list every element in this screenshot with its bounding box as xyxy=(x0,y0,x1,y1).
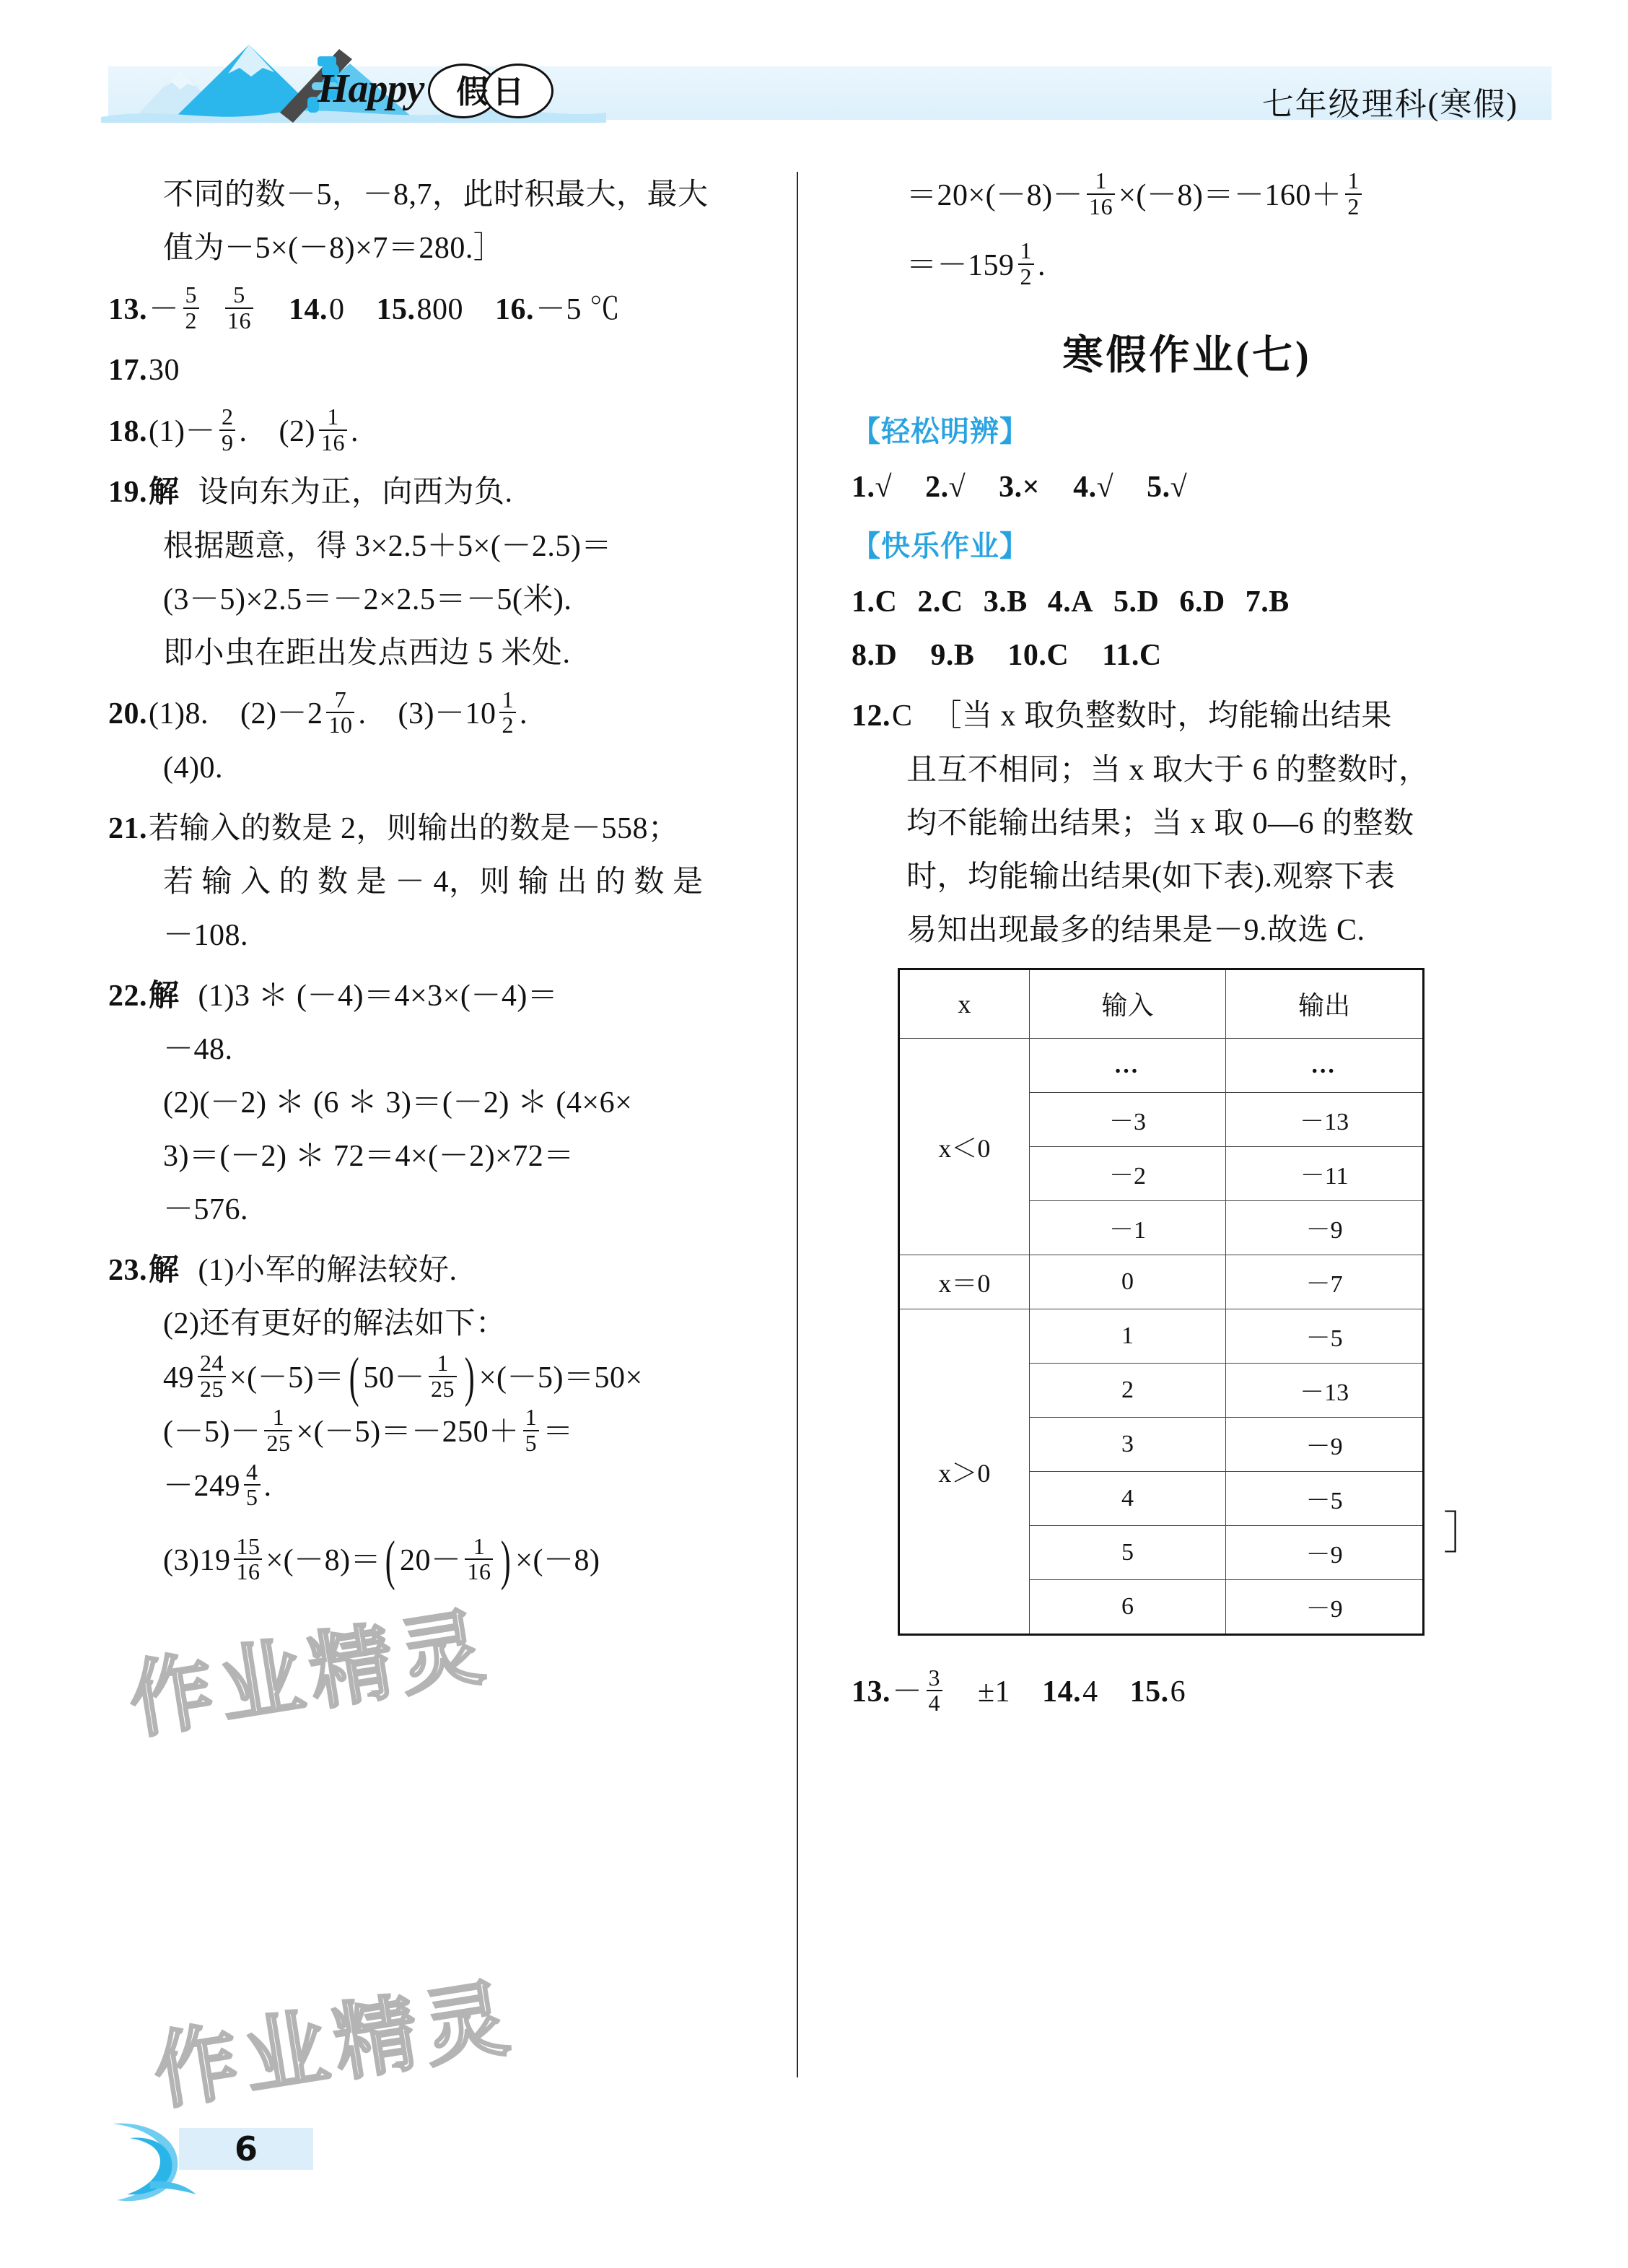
watermark-top: 作业精灵 xyxy=(123,1597,498,1751)
numerator: 1 xyxy=(1095,167,1107,193)
right-item-15-number: 15. xyxy=(1129,1675,1169,1709)
denominator: 25 xyxy=(264,1430,292,1456)
choice-answer-1: 1.C xyxy=(852,585,898,619)
tf-answer-5: 5.√ xyxy=(1147,471,1188,505)
item-22-line-2: －48. xyxy=(163,1032,233,1066)
item-22-line-3: (2)(－2) ＊ (6 ＊ 3)＝(－2) ＊ (4×6× xyxy=(163,1086,633,1120)
item-21-line-1: 若输入的数是 2，则输出的数是－558； xyxy=(149,811,679,845)
cell-input: 4 xyxy=(1029,1471,1226,1525)
brand-word: Happy xyxy=(318,66,424,111)
right-item-13-fraction xyxy=(927,1666,943,1716)
denominator: 5 xyxy=(523,1430,540,1456)
numerator: 15 xyxy=(236,1532,261,1559)
eq4-b: ×(－8)＝ xyxy=(266,1544,382,1578)
cell-input: 2 xyxy=(1029,1363,1226,1417)
tf-answer-4: 4.√ xyxy=(1073,471,1114,505)
eq2-fraction-2 xyxy=(523,1405,540,1455)
eq2-b: ×(－5)＝－250＋ xyxy=(296,1415,520,1449)
category-title-homework: 【快乐作业】 xyxy=(852,530,1029,563)
cont-eq2-b: . xyxy=(1038,248,1046,282)
item-18-part1-end: . xyxy=(239,414,248,448)
eq1-c: 50－ xyxy=(363,1361,425,1395)
item-19-line-2: 根据题意，得 3×2.5＋5×(－2.5)＝ xyxy=(163,529,612,563)
cont-eq1-b: ×(－8)＝－160＋ xyxy=(1119,178,1342,212)
cell-input: 5 xyxy=(1029,1525,1226,1579)
table-header-row xyxy=(899,969,1424,1038)
choice-answer-8: 8.D xyxy=(852,639,898,673)
cell-input: 0 xyxy=(1029,1255,1226,1309)
cell-input: 6 xyxy=(1029,1579,1226,1634)
item-17-number: 17. xyxy=(108,354,147,388)
table-row xyxy=(899,1038,1424,1092)
cell-output: －11 xyxy=(1226,1146,1424,1200)
page-number-box xyxy=(179,2128,313,2170)
item-18-number: 18. xyxy=(108,414,147,448)
cell-output: －9 xyxy=(1226,1417,1424,1471)
item-23-solution-label: 解 xyxy=(149,1254,180,1288)
eq1-fraction-2 xyxy=(429,1351,457,1401)
denominator: 2 xyxy=(1345,193,1362,219)
item-12-line-5: 易知出现最多的结果是－9.故选 C. xyxy=(906,913,1365,947)
eq2-a: (－5)－ xyxy=(163,1415,261,1449)
item-20-part2-end: . xyxy=(358,697,367,731)
eq1-a: 49 xyxy=(163,1361,194,1395)
numerator: 4 xyxy=(246,1458,258,1485)
denominator: 25 xyxy=(429,1376,457,1402)
cont-eq1-a: ＝20×(－8)－ xyxy=(906,178,1084,212)
item-22-line-1: (1)3 ＊ (－4)＝4×3×(－4)＝ xyxy=(198,979,559,1013)
item-12-head xyxy=(852,692,1523,741)
table-row xyxy=(899,1255,1424,1309)
item-14-number: 14. xyxy=(289,292,328,326)
item-18-part1: (1)－ xyxy=(149,414,216,448)
group-label-zero: x＝0 xyxy=(899,1255,1030,1309)
denominator: 2 xyxy=(183,308,200,333)
right-column xyxy=(852,167,1523,1722)
answer-21-head xyxy=(108,804,779,853)
eq1-b: ×(－5)＝ xyxy=(229,1361,345,1395)
item-19-number: 19. xyxy=(108,476,147,510)
cell-output: －13 xyxy=(1226,1092,1424,1146)
cell-output: －9 xyxy=(1226,1525,1424,1579)
answer-22-head xyxy=(108,972,779,1021)
item-20-part3: (3)－10 xyxy=(398,697,496,731)
continuation-line-1: 不同的数－5，－8,7，此时积最大，最大 xyxy=(163,178,709,211)
item-20-part3-end: . xyxy=(519,697,528,731)
right-item-15-answer: 6 xyxy=(1170,1675,1186,1709)
item-23-equation-2 xyxy=(108,1404,779,1457)
eq1-fraction-1 xyxy=(198,1351,226,1401)
item-13-fraction-1 xyxy=(183,283,200,333)
numerator: 1 xyxy=(473,1532,486,1559)
choice-answer-5: 5.D xyxy=(1113,585,1160,619)
numerator: 5 xyxy=(185,282,198,308)
brand-cn-label: 假日 xyxy=(456,74,529,110)
item-15-answer: 800 xyxy=(416,292,464,326)
page-header xyxy=(0,0,1628,152)
category-title-truefalse: 【轻松明辨】 xyxy=(852,415,1029,448)
grade-subject-title: 七年级理科(寒假) xyxy=(1261,87,1518,122)
item-12-answer: C xyxy=(892,699,913,733)
item-13-sign: － xyxy=(149,292,180,326)
item-23-line-1: (1)小军的解法较好. xyxy=(198,1254,458,1288)
right-item-13-number: 13. xyxy=(852,1675,890,1709)
item-19-line-4: 即小虫在距出发点西边 5 米处. xyxy=(163,636,571,670)
item-22-number: 22. xyxy=(108,979,147,1013)
item-20-part1: (1)8. xyxy=(149,697,209,731)
numerator: 1 xyxy=(437,1350,449,1377)
item-18-part2: (2) xyxy=(279,414,315,448)
item-21-line-2: 若 输 入 的 数 是 － 4，则 输 出 的 数 是 xyxy=(163,865,704,899)
item-18-part2-end: . xyxy=(350,414,359,448)
item-22-line-4: 3)＝(－2) ＊ 72＝4×(－2)×72＝ xyxy=(163,1140,574,1173)
happy-holiday-logo xyxy=(318,64,552,114)
item-22-line-5: －576. xyxy=(163,1193,249,1227)
numerator: 2 xyxy=(221,404,234,430)
numerator: 1 xyxy=(327,404,339,430)
brand-cn-badge xyxy=(428,64,552,114)
item-19-solution-label: 解 xyxy=(149,476,180,510)
answer-13-16-row xyxy=(108,284,779,334)
input-output-table xyxy=(898,968,1424,1636)
answer-13-15-row xyxy=(852,1664,1523,1717)
cell-input: －2 xyxy=(1029,1146,1226,1200)
numerator: 1 xyxy=(525,1404,538,1431)
answer-23-head xyxy=(108,1246,779,1295)
answer-17-row xyxy=(108,346,779,395)
item-19-line-1: 设向东为正，向西为负. xyxy=(198,476,513,510)
denominator: 16 xyxy=(319,429,347,455)
denominator: 10 xyxy=(326,712,354,738)
closing-bracket: ］ xyxy=(1443,1509,1488,1558)
item-20-fraction-3 xyxy=(499,688,516,738)
cell-output: －5 xyxy=(1226,1309,1424,1363)
watermark-bottom: 作业精灵 xyxy=(147,1968,522,2122)
item-12-line-2: 且互不相同；当 x 取大于 6 的整数时， xyxy=(906,753,1430,787)
paren-left: ( xyxy=(385,1530,396,1591)
denominator: 16 xyxy=(234,1558,262,1584)
answer-18-row xyxy=(108,406,779,456)
denominator: 2 xyxy=(1018,263,1035,289)
eq4-c: 20－ xyxy=(399,1544,462,1578)
item-16-number: 16. xyxy=(495,292,535,326)
choice-answers-row-1 xyxy=(852,577,1523,627)
right-item-13-sign: － xyxy=(892,1675,923,1709)
cont-equation-1 xyxy=(852,167,1523,220)
eq4-a: (3)19 xyxy=(163,1544,231,1578)
tf-answer-1: 1.√ xyxy=(852,471,893,505)
eq3-a: －249 xyxy=(163,1470,241,1504)
denominator: 16 xyxy=(1087,193,1115,219)
cell-output: －13 xyxy=(1226,1363,1424,1417)
item-18-fraction-1 xyxy=(219,405,236,455)
item-13-fraction-2 xyxy=(225,283,253,333)
table-wrapper xyxy=(852,968,1523,1636)
choice-answer-6: 6.D xyxy=(1179,585,1225,619)
item-12-number: 12. xyxy=(852,699,890,733)
numerator: 5 xyxy=(233,282,245,308)
item-20-number: 20. xyxy=(108,697,147,731)
choice-answer-7: 7.B xyxy=(1245,585,1290,619)
cell-output: －5 xyxy=(1226,1471,1424,1525)
choice-answer-3: 3.B xyxy=(983,585,1028,619)
item-18-fraction-2 xyxy=(319,405,347,455)
denominator: 9 xyxy=(219,429,236,455)
item-23-equation-1 xyxy=(108,1347,779,1408)
continuation-line-2: 值为－5×(－8)×7＝280.］ xyxy=(163,232,504,266)
item-20-fraction-2 xyxy=(326,688,354,738)
eq2-fraction-1 xyxy=(264,1405,292,1455)
denominator: 16 xyxy=(225,308,253,333)
cell-output: －7 xyxy=(1226,1255,1424,1309)
item-21-number: 21. xyxy=(108,811,147,845)
choice-answer-9: 9.B xyxy=(930,639,975,673)
item-14-answer: 0 xyxy=(329,292,345,326)
group-label-neg: x＜0 xyxy=(899,1038,1030,1255)
eq4-fraction-1 xyxy=(234,1532,262,1585)
right-item-13-second: ±1 xyxy=(978,1675,1011,1709)
item-19-line-3: (3－5)×2.5＝－2×2.5＝－5(米). xyxy=(163,583,572,616)
choice-answer-2: 2.C xyxy=(917,585,963,619)
item-17-answer: 30 xyxy=(149,354,180,388)
numerator: 1 xyxy=(1347,167,1360,193)
item-12-line-4: 时，均能输出结果(如下表).观察下表 xyxy=(906,860,1396,894)
denominator: 4 xyxy=(927,1690,943,1716)
choice-answer-10: 10.C xyxy=(1007,639,1069,673)
denominator: 16 xyxy=(465,1558,493,1584)
header-cell-output: 输出 xyxy=(1226,969,1424,1038)
choice-answer-4: 4.A xyxy=(1047,585,1094,619)
numerator: 1 xyxy=(502,686,514,712)
cont-eq2-fraction xyxy=(1018,239,1035,289)
paren-left: ( xyxy=(349,1347,359,1408)
item-23-equation-3 xyxy=(108,1458,779,1512)
paren-right: ) xyxy=(464,1347,476,1408)
item-23-number: 23. xyxy=(108,1254,147,1288)
cont-eq1-fraction-2 xyxy=(1345,169,1362,219)
cell-input: 1 xyxy=(1029,1309,1226,1363)
cell-input: 3 xyxy=(1029,1417,1226,1471)
item-12-line-3: 均不能输出结果；当 x 取 0—6 的整数 xyxy=(906,806,1414,840)
paren-right: ) xyxy=(501,1530,512,1591)
eq1-paren-group xyxy=(345,1347,479,1408)
numerator: 1 xyxy=(272,1404,285,1431)
eq2-c: ＝ xyxy=(543,1415,574,1449)
item-21-line-3: －108. xyxy=(163,918,249,952)
cell-input: －3 xyxy=(1029,1092,1226,1146)
column-divider xyxy=(797,172,798,2077)
header-cell-x: x xyxy=(899,969,1030,1038)
item-15-number: 15. xyxy=(376,292,416,326)
eq4-d: ×(－8) xyxy=(515,1544,600,1578)
left-column xyxy=(108,170,779,1590)
tf-answer-2: 2.√ xyxy=(925,471,966,505)
table-row xyxy=(899,1309,1424,1363)
item-20-part2: (2)－2 xyxy=(240,697,323,731)
answer-20-row xyxy=(108,686,779,739)
cell-output: －9 xyxy=(1226,1579,1424,1634)
denominator: 5 xyxy=(244,1484,261,1510)
eq1-d: ×(－5)＝50× xyxy=(478,1361,643,1395)
truefalse-answers-row xyxy=(852,463,1523,512)
right-item-14-answer: 4 xyxy=(1082,1675,1098,1709)
eq3-b: . xyxy=(263,1470,272,1504)
page-footer xyxy=(0,2102,1628,2268)
item-12-line-1: ［当 x 取负整数时，均能输出结果 xyxy=(931,699,1393,733)
denominator: 2 xyxy=(499,712,516,738)
item-23-line-2: (2)还有更好的解法如下： xyxy=(163,1307,507,1341)
numerator: 1 xyxy=(1020,237,1033,264)
item-20-part4: (4)0. xyxy=(163,751,223,785)
numerator: 7 xyxy=(334,686,347,712)
choice-answer-11: 11.C xyxy=(1102,639,1162,673)
denominator: 25 xyxy=(198,1376,226,1402)
numerator: 3 xyxy=(928,1664,941,1691)
cell-input: … xyxy=(1029,1038,1226,1092)
cont-equation-2 xyxy=(852,237,1523,290)
answer-19-head xyxy=(108,468,779,517)
item-23-equation-4 xyxy=(108,1530,779,1591)
eq4-paren-group xyxy=(381,1530,515,1591)
cont-eq2-a: ＝－159 xyxy=(906,248,1015,282)
cont-eq1-fraction-1 xyxy=(1087,169,1115,219)
numerator: 24 xyxy=(200,1350,224,1377)
assignment-section-title: 寒假作业(七) xyxy=(1062,333,1312,379)
item-22-solution-label: 解 xyxy=(149,979,180,1013)
item-16-answer: －5 ℃ xyxy=(535,292,621,326)
cell-output: … xyxy=(1226,1038,1424,1092)
eq3-fraction xyxy=(244,1460,261,1510)
eq4-fraction-2 xyxy=(465,1532,493,1585)
cell-output: －9 xyxy=(1226,1200,1424,1255)
item-13-number: 13. xyxy=(108,292,147,326)
right-item-14-number: 14. xyxy=(1042,1675,1082,1709)
cell-input: －1 xyxy=(1029,1200,1226,1255)
page-number: 6 xyxy=(234,2129,258,2168)
header-cell-input: 输入 xyxy=(1029,969,1226,1038)
tf-answer-3: 3.× xyxy=(999,471,1041,505)
group-label-pos: x＞0 xyxy=(899,1309,1030,1634)
choice-answers-row-2 xyxy=(852,631,1523,680)
